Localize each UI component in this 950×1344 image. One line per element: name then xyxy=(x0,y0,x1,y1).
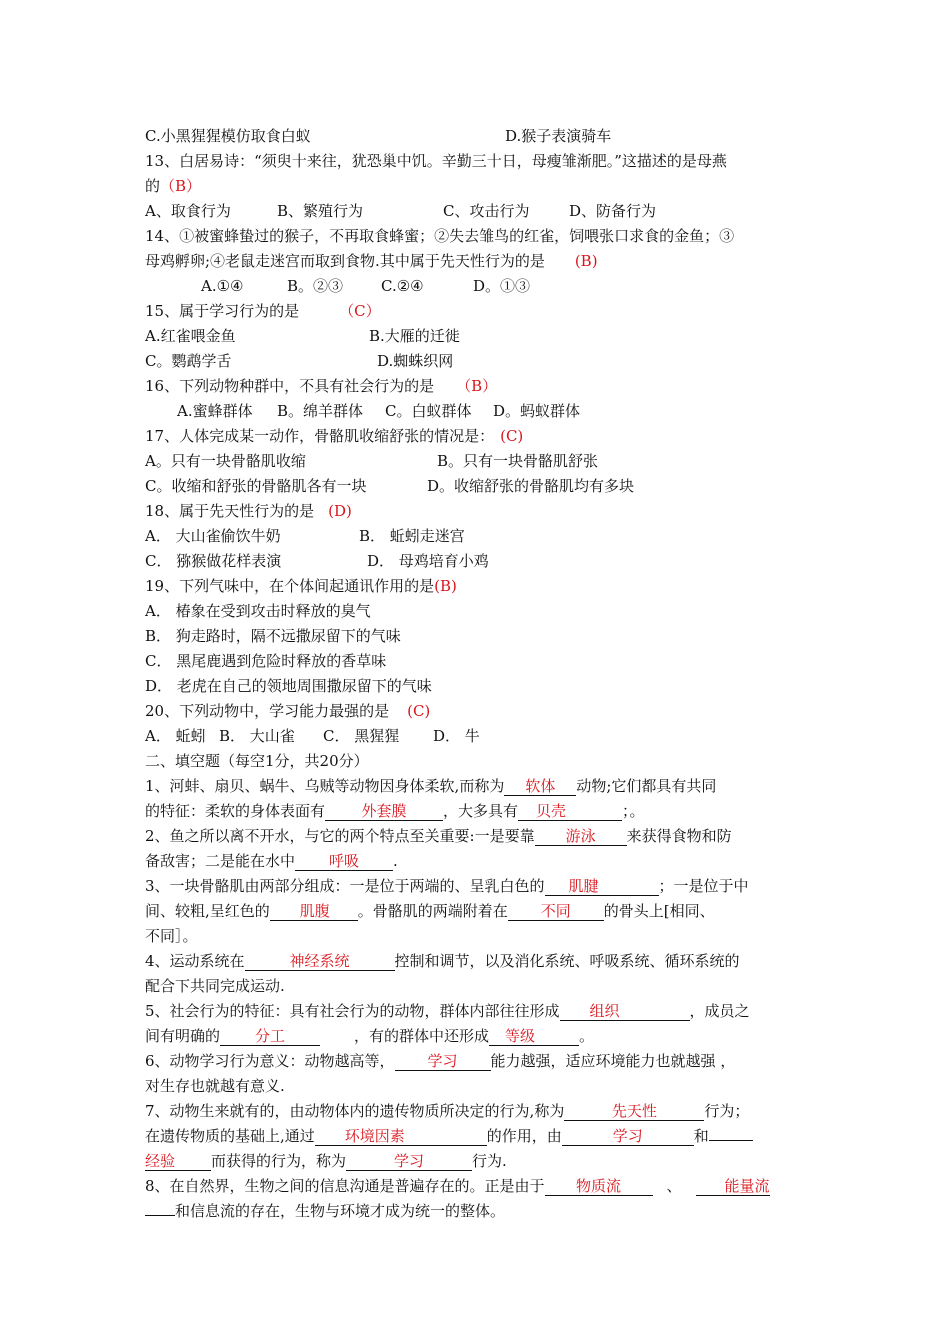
fill-5-line-1: 5、社会行为的特征：具有社会行为的动物，群体内部往往形成 组织 ，成员之 xyxy=(145,1002,750,1020)
q13-stem-cont: 的（B） xyxy=(145,177,202,195)
q18-option-b: B． 蚯蚓走迷宫 xyxy=(359,527,465,545)
q15-options-ab xyxy=(145,324,810,349)
q14-stem: 14、①被蜜蜂蛰过的猴子，不再取食蜂蜜；②失去雏鸟的红雀，饲喂张口求食的金鱼；③ xyxy=(145,227,735,245)
q17-options-cd xyxy=(145,474,810,499)
q18-option-c: C． 猕猴做花样表演 xyxy=(145,552,282,570)
fill-7-blank-3: 学习 xyxy=(562,1127,694,1146)
exam-page xyxy=(145,124,810,1224)
fill-8-blank-1: 物质流 xyxy=(545,1177,653,1196)
q18-option-d: D． 母鸡培育小鸡 xyxy=(367,552,489,570)
q20-answer: (C) xyxy=(407,702,431,720)
q16-option-a: A.蜜蜂群体 xyxy=(177,402,253,420)
q15-option-b: B.大雁的迁徙 xyxy=(369,327,460,345)
fill-4-line-2: 配合下共同完成运动. xyxy=(145,977,285,995)
fill-1-blank-2: 外套膜 xyxy=(325,802,443,821)
q14-option-b: B。②③ xyxy=(287,277,344,295)
fill-3-blank-2: 肌腹 xyxy=(270,902,358,921)
fill-2-blank-1: 游泳 xyxy=(535,827,627,846)
fill-3-line-2: 间、较粗,呈红色的 肌腹 。骨骼肌的两端附着在 不同 的骨头上[相同、 xyxy=(145,902,715,920)
q15-option-d: D.蜘蛛织网 xyxy=(377,352,454,370)
fill-5-blank-3: 等级 xyxy=(489,1027,579,1046)
q18-stem: 18、属于先天性行为的是 (D) xyxy=(145,502,352,520)
q20-option-c: C． 黑猩猩 xyxy=(323,727,400,745)
q13-answer: （B） xyxy=(160,177,202,195)
fill-7-blank-4: 经验 xyxy=(145,1152,211,1171)
q15-option-c: C。鹦鹉学舌 xyxy=(145,352,232,370)
fill-4-blank-1: 神经系统 xyxy=(245,952,395,971)
fill-2-blank-2: 呼吸 xyxy=(295,852,393,871)
q14-option-d: D。①③ xyxy=(473,277,531,295)
fill-7-blank-1: 先天性 xyxy=(564,1102,704,1121)
q14-answer: (B) xyxy=(574,252,598,270)
fill-7-blank-4-start xyxy=(709,1140,753,1141)
fill-8-line-1: 8、在自然界，生物之间的信息沟通是普遍存在的。正是由于 物质流 、 能量流 xyxy=(145,1177,770,1195)
fill-5-line-2: 间有明确的 分工 ，有的群体中还形成 等级 。 xyxy=(145,1027,595,1045)
section-2-heading: 二、填空题（每空1分，共20分） xyxy=(145,752,369,770)
q13-option-d: D、防备行为 xyxy=(569,202,657,220)
q16-stem: 16、下列动物种群中，不具有社会行为的是 （B） xyxy=(145,377,498,395)
q19-option-c: C． 黑尾鹿遇到危险时释放的香草味 xyxy=(145,652,387,670)
fill-7-line-2: 在遗传物质的基础上,通过 环境因素 的作用，由 学习 和 xyxy=(145,1124,810,1149)
fill-3-line-1: 3、一块骨骼肌由两部分组成：一是位于两端的、呈乳白色的 肌腱 ；一是位于中 xyxy=(145,877,749,895)
q13-option-a: A、取食行为 xyxy=(145,202,231,220)
q17-option-d: D。收缩舒张的骨骼肌均有多块 xyxy=(427,477,635,495)
q17-option-c: C。收缩和舒张的骨骼肌各有一块 xyxy=(145,477,367,495)
q18-option-a: A． 大山雀偷饮牛奶 xyxy=(145,527,281,545)
q13-stem: 13、白居易诗：“须臾十来往，犹恐巢中饥。辛勤三十日，母瘦雏渐肥。”这描述的是母燕 xyxy=(145,152,727,170)
fill-4-line-1: 4、运动系统在 神经系统 控制和调节，以及消化系统、呼吸系统、循环系统的 xyxy=(145,952,740,970)
fill-6-line-2: 对生存也就越有意义. xyxy=(145,1077,285,1095)
q20-option-b: B． 大山雀 xyxy=(219,727,295,745)
q16-option-d: D。蚂蚁群体 xyxy=(493,402,581,420)
q19-option-a: A． 椿象在受到攻击时释放的臭气 xyxy=(145,602,371,620)
q16-options xyxy=(145,399,810,424)
fill-8-line-2: 和信息流的存在，生物与环境才成为统一的整体。 xyxy=(145,1199,810,1224)
q19-stem: 19、下列气味中，在个体间起通讯作用的是(B) xyxy=(145,577,457,595)
q16-answer: （B） xyxy=(456,377,498,395)
q14-options xyxy=(145,274,810,299)
q14-stem-cont: 母鸡孵卵;④老鼠走迷宫而取到食物.其中属于先天性行为的是 (B) xyxy=(145,252,598,270)
q19-answer: (B) xyxy=(434,577,457,595)
q17-option-a: A。只有一块骨骼肌收缩 xyxy=(145,452,306,470)
fill-2-line-1: 2、鱼之所以离不开水，与它的两个特点至关重要:一是要靠 游泳 来获得食物和防 xyxy=(145,827,732,845)
q14-option-a: A.①④ xyxy=(201,277,244,295)
q18-options-cd xyxy=(145,549,810,574)
q12-option-c: C.小黑猩猩模仿取食白蚁 xyxy=(145,127,311,145)
fill-5-blank-1: 组织 xyxy=(560,1002,690,1021)
q16-option-b: B。绵羊群体 xyxy=(277,402,364,420)
fill-2-line-2: 备敌害；二是能在水中 呼吸 . xyxy=(145,852,398,870)
fill-3-blank-1: 肌腱 xyxy=(545,877,659,896)
q13-option-b: B、繁殖行为 xyxy=(277,202,364,220)
q19-option-d: D． 老虎在自己的领地周围撒尿留下的气味 xyxy=(145,677,432,695)
q15-answer: （C） xyxy=(339,302,381,320)
q20-option-d: D． 牛 xyxy=(433,727,480,745)
q15-option-a: A.红雀喂金鱼 xyxy=(145,327,236,345)
q17-options-ab xyxy=(145,449,810,474)
fill-7-blank-5: 学习 xyxy=(346,1152,472,1171)
q16-option-c: C。白蚁群体 xyxy=(385,402,472,420)
fill-7-line-1: 7、动物生来就有的，由动物体内的遗传物质所决定的行为,称为 先天性 行为； xyxy=(145,1102,750,1120)
q17-option-b: B。只有一块骨骼肌舒张 xyxy=(437,452,599,470)
fill-8-blank-2: 能量流 xyxy=(696,1177,770,1196)
q12-option-d: D.猴子表演骑车 xyxy=(505,127,612,145)
fill-3-blank-3: 不同 xyxy=(508,902,604,921)
fill-6-line-1: 6、动物学习行为意义：动物越高等， 学习 能力越强，适应环境能力也就越强 ， xyxy=(145,1052,736,1070)
fill-1-line-2: 的特征：柔软的身体表面有 外套膜 ，大多具有 贝壳 ；。 xyxy=(145,802,645,820)
q17-stem: 17、人体完成某一动作，骨骼肌收缩舒张的情况是： (C) xyxy=(145,427,524,445)
fill-1-blank-3: 贝壳 xyxy=(518,802,622,821)
q12-options xyxy=(145,124,810,149)
fill-8-blank-2-end xyxy=(145,1215,175,1216)
q13-option-c: C、攻击行为 xyxy=(443,202,530,220)
q17-answer: (C) xyxy=(500,427,524,445)
q20-option-a: A． 蚯蚓 xyxy=(145,727,206,745)
q15-options-cd xyxy=(145,349,810,374)
q18-options-ab xyxy=(145,524,810,549)
fill-6-blank-1: 学习 xyxy=(395,1052,491,1071)
q20-stem: 20、下列动物中，学习能力最强的是 (C) xyxy=(145,702,431,720)
q14-option-c: C.②④ xyxy=(381,277,424,295)
q20-options xyxy=(145,724,810,749)
fill-7-blank-2: 环境因素 xyxy=(315,1127,487,1146)
fill-1-blank-1: 软体 xyxy=(504,777,576,796)
fill-1-line-1: 1、河蚌、扇贝、蜗牛、乌贼等动物因身体柔软,而称为 软体 动物;它们都具有共同 xyxy=(145,777,717,795)
q15-stem: 15、属于学习行为的是 （C） xyxy=(145,302,381,320)
fill-7-line-3: 经验 而获得的行为，称为 学习 行为. xyxy=(145,1152,507,1170)
fill-3-line-3: 不同］。 xyxy=(145,927,198,945)
q13-options xyxy=(145,199,810,224)
q18-answer: (D) xyxy=(328,502,352,520)
q19-option-b: B． 狗走路时，隔不远撒尿留下的气味 xyxy=(145,627,401,645)
fill-5-blank-2: 分工 xyxy=(220,1027,320,1046)
